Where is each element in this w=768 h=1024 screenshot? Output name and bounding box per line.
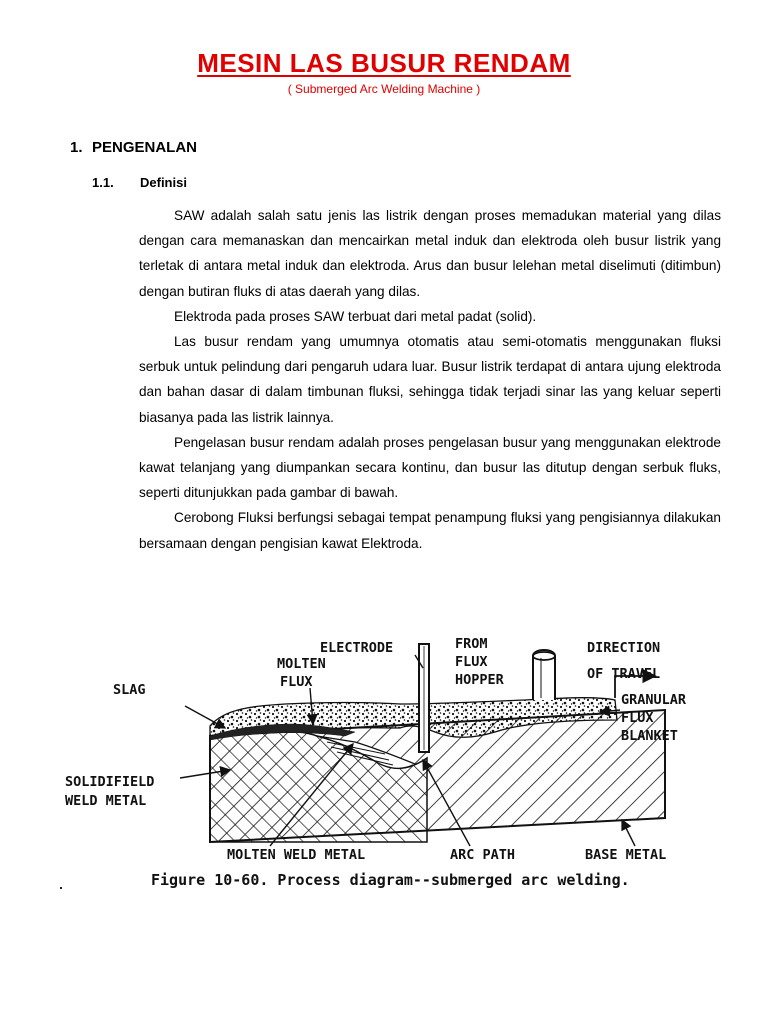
label-arc-path: ARC PATH: [450, 847, 516, 863]
section-title: PENGENALAN: [92, 139, 198, 156]
paragraph: Cerobong Fluksi berfungsi sebagai tempat penampung fluksi yang pengisiannya dilakukan bersamaan dengan pengisian kawat Elektroda.: [139, 510, 721, 551]
document-title: MESIN LAS BUSUR RENDAM: [197, 48, 571, 78]
label-solidified: SOLIDIFIELD: [65, 774, 155, 790]
electrode: [419, 644, 429, 752]
stray-mark: [60, 887, 62, 889]
label-of-travel: OF TRAVEL: [587, 666, 661, 682]
label-slag: SLAG: [113, 682, 146, 698]
subsection-title: Definisi: [140, 175, 187, 190]
label-hopper: HOPPER: [455, 672, 504, 688]
subsection-number: 1.1.: [92, 175, 114, 190]
document-subtitle: ( Submerged Arc Welding Machine ): [287, 82, 481, 96]
subsection-heading: [92, 175, 187, 190]
leader-base-metal: [622, 820, 635, 846]
label-electrode: ELECTRODE: [320, 640, 394, 656]
label-direction: DIRECTION: [587, 640, 661, 656]
label-molten: MOLTEN: [277, 656, 326, 672]
figure-caption: Figure 10-60. Process diagram--submerged arc welding.: [151, 871, 630, 889]
section-heading: [70, 139, 197, 156]
label-blanket: BLANKET: [621, 728, 678, 744]
label-base-metal: BASE METAL: [585, 847, 667, 863]
label-granular: GRANULAR: [621, 692, 687, 708]
body-text: [139, 203, 721, 556]
saw-process-diagram: [55, 628, 727, 898]
section-number: 1.: [70, 139, 83, 156]
paragraph: SAW adalah salah satu jenis las listrik dengan proses memadukan material yang dilas dengan cara memanaskan dan mencairkan metal induk dan elektroda oleh busur listrik yang terletak di antara metal induk dan elektroda. Arus dan busur lelehan metal diselimuti (ditimbun) dengan butiran fluks di atas daerah yang dilas.: [139, 208, 721, 299]
label-molten-flux: FLUX: [280, 674, 313, 690]
label-granular-flux: FLUX: [621, 710, 654, 726]
label-weld-metal: WELD METAL: [65, 793, 147, 809]
paragraph: Pengelasan busur rendam adalah proses pengelasan busur yang menggunakan elektrode kawat telanjang yang diumpankan secara kontinu, dan busur las ditutup dengan serbuk fluks, seperti ditunjukkan pada gambar di bawah.: [139, 434, 721, 501]
paragraph: Las busur rendam yang umumnya otomatis atau semi-otomatis menggunakan fluksi serbuk untuk pelindung dari pengaruh udara luar. Busur listrik terdapat di antara ujung elektroda dan bahan dasar di dalam timbunan fluksi, sehingga tidak terjadi sinar las yang keluar seperti biasanya pada las listrik lainnya.: [139, 334, 721, 425]
label-flux: FLUX: [455, 654, 488, 670]
leader-slag: [185, 706, 225, 728]
paragraph: Elektroda pada proses SAW terbuat dari metal padat (solid).: [174, 308, 537, 324]
label-molten-weld-metal: MOLTEN WELD METAL: [227, 847, 366, 863]
label-from: FROM: [455, 636, 488, 652]
flux-hopper-tube: [533, 650, 555, 700]
